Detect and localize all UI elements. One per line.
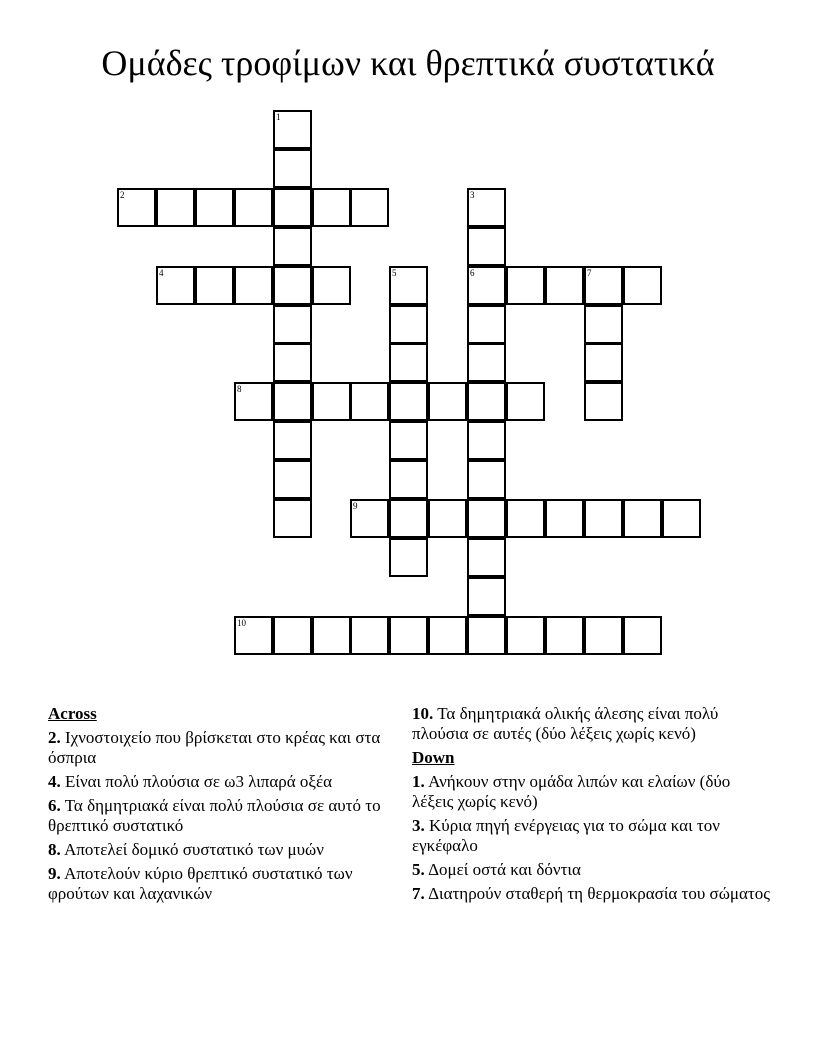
across-clue <box>48 728 388 768</box>
grid-cell[interactable] <box>312 266 351 305</box>
clue-number: 4. <box>48 772 61 791</box>
grid-cell[interactable] <box>584 382 623 421</box>
grid-cell[interactable] <box>234 382 273 421</box>
clue-number: 5. <box>412 860 425 879</box>
grid-cell[interactable] <box>350 499 389 538</box>
grid-cell[interactable] <box>506 266 545 305</box>
clues-right-column <box>412 704 772 908</box>
grid-cell[interactable] <box>389 382 428 421</box>
grid-cell[interactable] <box>467 188 506 227</box>
grid-cell[interactable] <box>273 305 312 344</box>
grid-cell[interactable] <box>584 266 623 305</box>
clue-number-label: 5 <box>392 268 397 278</box>
grid-cell[interactable] <box>273 110 312 149</box>
across-clue <box>48 772 388 792</box>
grid-cell[interactable] <box>467 227 506 266</box>
clue-number: 6. <box>48 796 61 815</box>
grid-cell[interactable] <box>467 343 506 382</box>
grid-cell[interactable] <box>467 305 506 344</box>
grid-cell[interactable] <box>467 616 506 655</box>
clue-number-label: 1 <box>276 112 281 122</box>
clue-text: Διατηρούν σταθερή τη θερμοκρασία του σώματος <box>428 884 770 903</box>
grid-cell[interactable] <box>428 499 467 538</box>
grid-cell[interactable] <box>156 188 195 227</box>
grid-cell[interactable] <box>389 538 428 577</box>
clue-number: 1. <box>412 772 425 791</box>
grid-cell[interactable] <box>273 227 312 266</box>
grid-cell[interactable] <box>506 382 545 421</box>
clue-number-label: 7 <box>587 268 592 278</box>
clue-text: Ιχνοστοιχείο που βρίσκεται στο κρέας και στα όσπρια <box>48 728 381 767</box>
grid-cell[interactable] <box>545 499 584 538</box>
grid-cell[interactable] <box>584 305 623 344</box>
grid-cell[interactable] <box>273 616 312 655</box>
grid-cell[interactable] <box>312 188 351 227</box>
clue-text: Αποτελούν κύριο θρεπτικό συστατικό των φρούτων και λαχανικών <box>48 864 353 903</box>
clue-number-label: 4 <box>159 268 164 278</box>
down-clue <box>412 884 772 904</box>
clue-text: Είναι πολύ πλούσια σε ω3 λιπαρά οξέα <box>65 772 333 791</box>
grid-cell[interactable] <box>584 499 623 538</box>
clue-number: 9. <box>48 864 61 883</box>
grid-cell[interactable] <box>234 616 273 655</box>
grid-cell[interactable] <box>545 266 584 305</box>
grid-cell[interactable] <box>623 266 662 305</box>
page-title: Ομάδες τροφίμων και θρεπτικά συστατικά <box>101 43 715 83</box>
clue-text: Τα δημητριακά είναι πολύ πλούσια σε αυτό το θρεπτικό συστατικό <box>48 796 381 835</box>
grid-cell[interactable] <box>350 188 389 227</box>
grid-cell[interactable] <box>467 382 506 421</box>
down-clue <box>412 860 772 880</box>
clue-text: Δομεί οστά και δόντια <box>428 860 581 879</box>
across-clue <box>48 840 388 860</box>
grid-cell[interactable] <box>428 616 467 655</box>
grid-cell[interactable] <box>389 305 428 344</box>
clue-text: Κύρια πηγή ενέργειας για το σώμα και τον εγκέφαλο <box>412 816 720 855</box>
clue-number: 10. <box>412 704 434 723</box>
across-heading: Across <box>48 704 97 723</box>
grid-cell[interactable] <box>584 616 623 655</box>
grid-cell[interactable] <box>156 266 195 305</box>
grid-cell[interactable] <box>389 460 428 499</box>
grid-cell[interactable] <box>623 616 662 655</box>
grid-cell[interactable] <box>467 266 506 305</box>
grid-cell[interactable] <box>389 266 428 305</box>
clues-left-column <box>48 704 388 908</box>
grid-cell[interactable] <box>467 460 506 499</box>
grid-cell[interactable] <box>273 499 312 538</box>
grid-cell[interactable] <box>234 188 273 227</box>
clue-number-label: 3 <box>470 190 475 200</box>
down-clue <box>412 772 772 812</box>
grid-cell[interactable] <box>623 499 662 538</box>
grid-cell[interactable] <box>312 616 351 655</box>
clue-number-label: 9 <box>353 501 358 511</box>
grid-cell[interactable] <box>273 266 312 305</box>
down-heading: Down <box>412 748 455 767</box>
grid-cell[interactable] <box>195 266 234 305</box>
clue-number-label: 6 <box>470 268 475 278</box>
grid-cell[interactable] <box>389 343 428 382</box>
grid-cell[interactable] <box>389 616 428 655</box>
grid-cell[interactable] <box>234 266 273 305</box>
grid-cell[interactable] <box>195 188 234 227</box>
grid-cell[interactable] <box>117 188 156 227</box>
clue-text: Αποτελεί δομικό συστατικό των μυών <box>64 840 324 859</box>
clue-number-label: 8 <box>237 384 242 394</box>
across-clue <box>412 704 772 744</box>
grid-cell[interactable] <box>506 616 545 655</box>
grid-cell[interactable] <box>389 421 428 460</box>
grid-cell[interactable] <box>467 421 506 460</box>
grid-cell[interactable] <box>273 149 312 188</box>
across-clue <box>48 796 388 836</box>
across-clue <box>48 864 388 904</box>
grid-cell[interactable] <box>467 577 506 616</box>
grid-cell[interactable] <box>428 382 467 421</box>
clue-number: 8. <box>48 840 61 859</box>
grid-cell[interactable] <box>467 538 506 577</box>
grid-cell[interactable] <box>389 499 428 538</box>
clue-text: Τα δημητριακά ολικής άλεσης είναι πολύ πλούσια σε αυτές (δύο λέξεις χωρίς κενό) <box>412 704 719 743</box>
grid-cell[interactable] <box>467 499 506 538</box>
grid-cell[interactable] <box>273 343 312 382</box>
clue-number: 3. <box>412 816 425 835</box>
clue-number: 7. <box>412 884 425 903</box>
down-clue <box>412 816 772 856</box>
grid-cell[interactable] <box>273 421 312 460</box>
clue-number: 2. <box>48 728 61 747</box>
grid-cell[interactable] <box>506 499 545 538</box>
grid-cell[interactable] <box>350 382 389 421</box>
grid-cell[interactable] <box>545 616 584 655</box>
grid-cell[interactable] <box>662 499 701 538</box>
grid-cell[interactable] <box>584 343 623 382</box>
grid-cell[interactable] <box>273 188 312 227</box>
grid-cell[interactable] <box>312 382 351 421</box>
clue-text: Ανήκουν στην ομάδα λιπών και ελαίων (δύο λέξεις χωρίς κενό) <box>412 772 731 811</box>
clue-number-label: 2 <box>120 190 125 200</box>
clue-number-label: 10 <box>237 618 246 628</box>
grid-cell[interactable] <box>350 616 389 655</box>
grid-cell[interactable] <box>273 460 312 499</box>
grid-cell[interactable] <box>273 382 312 421</box>
